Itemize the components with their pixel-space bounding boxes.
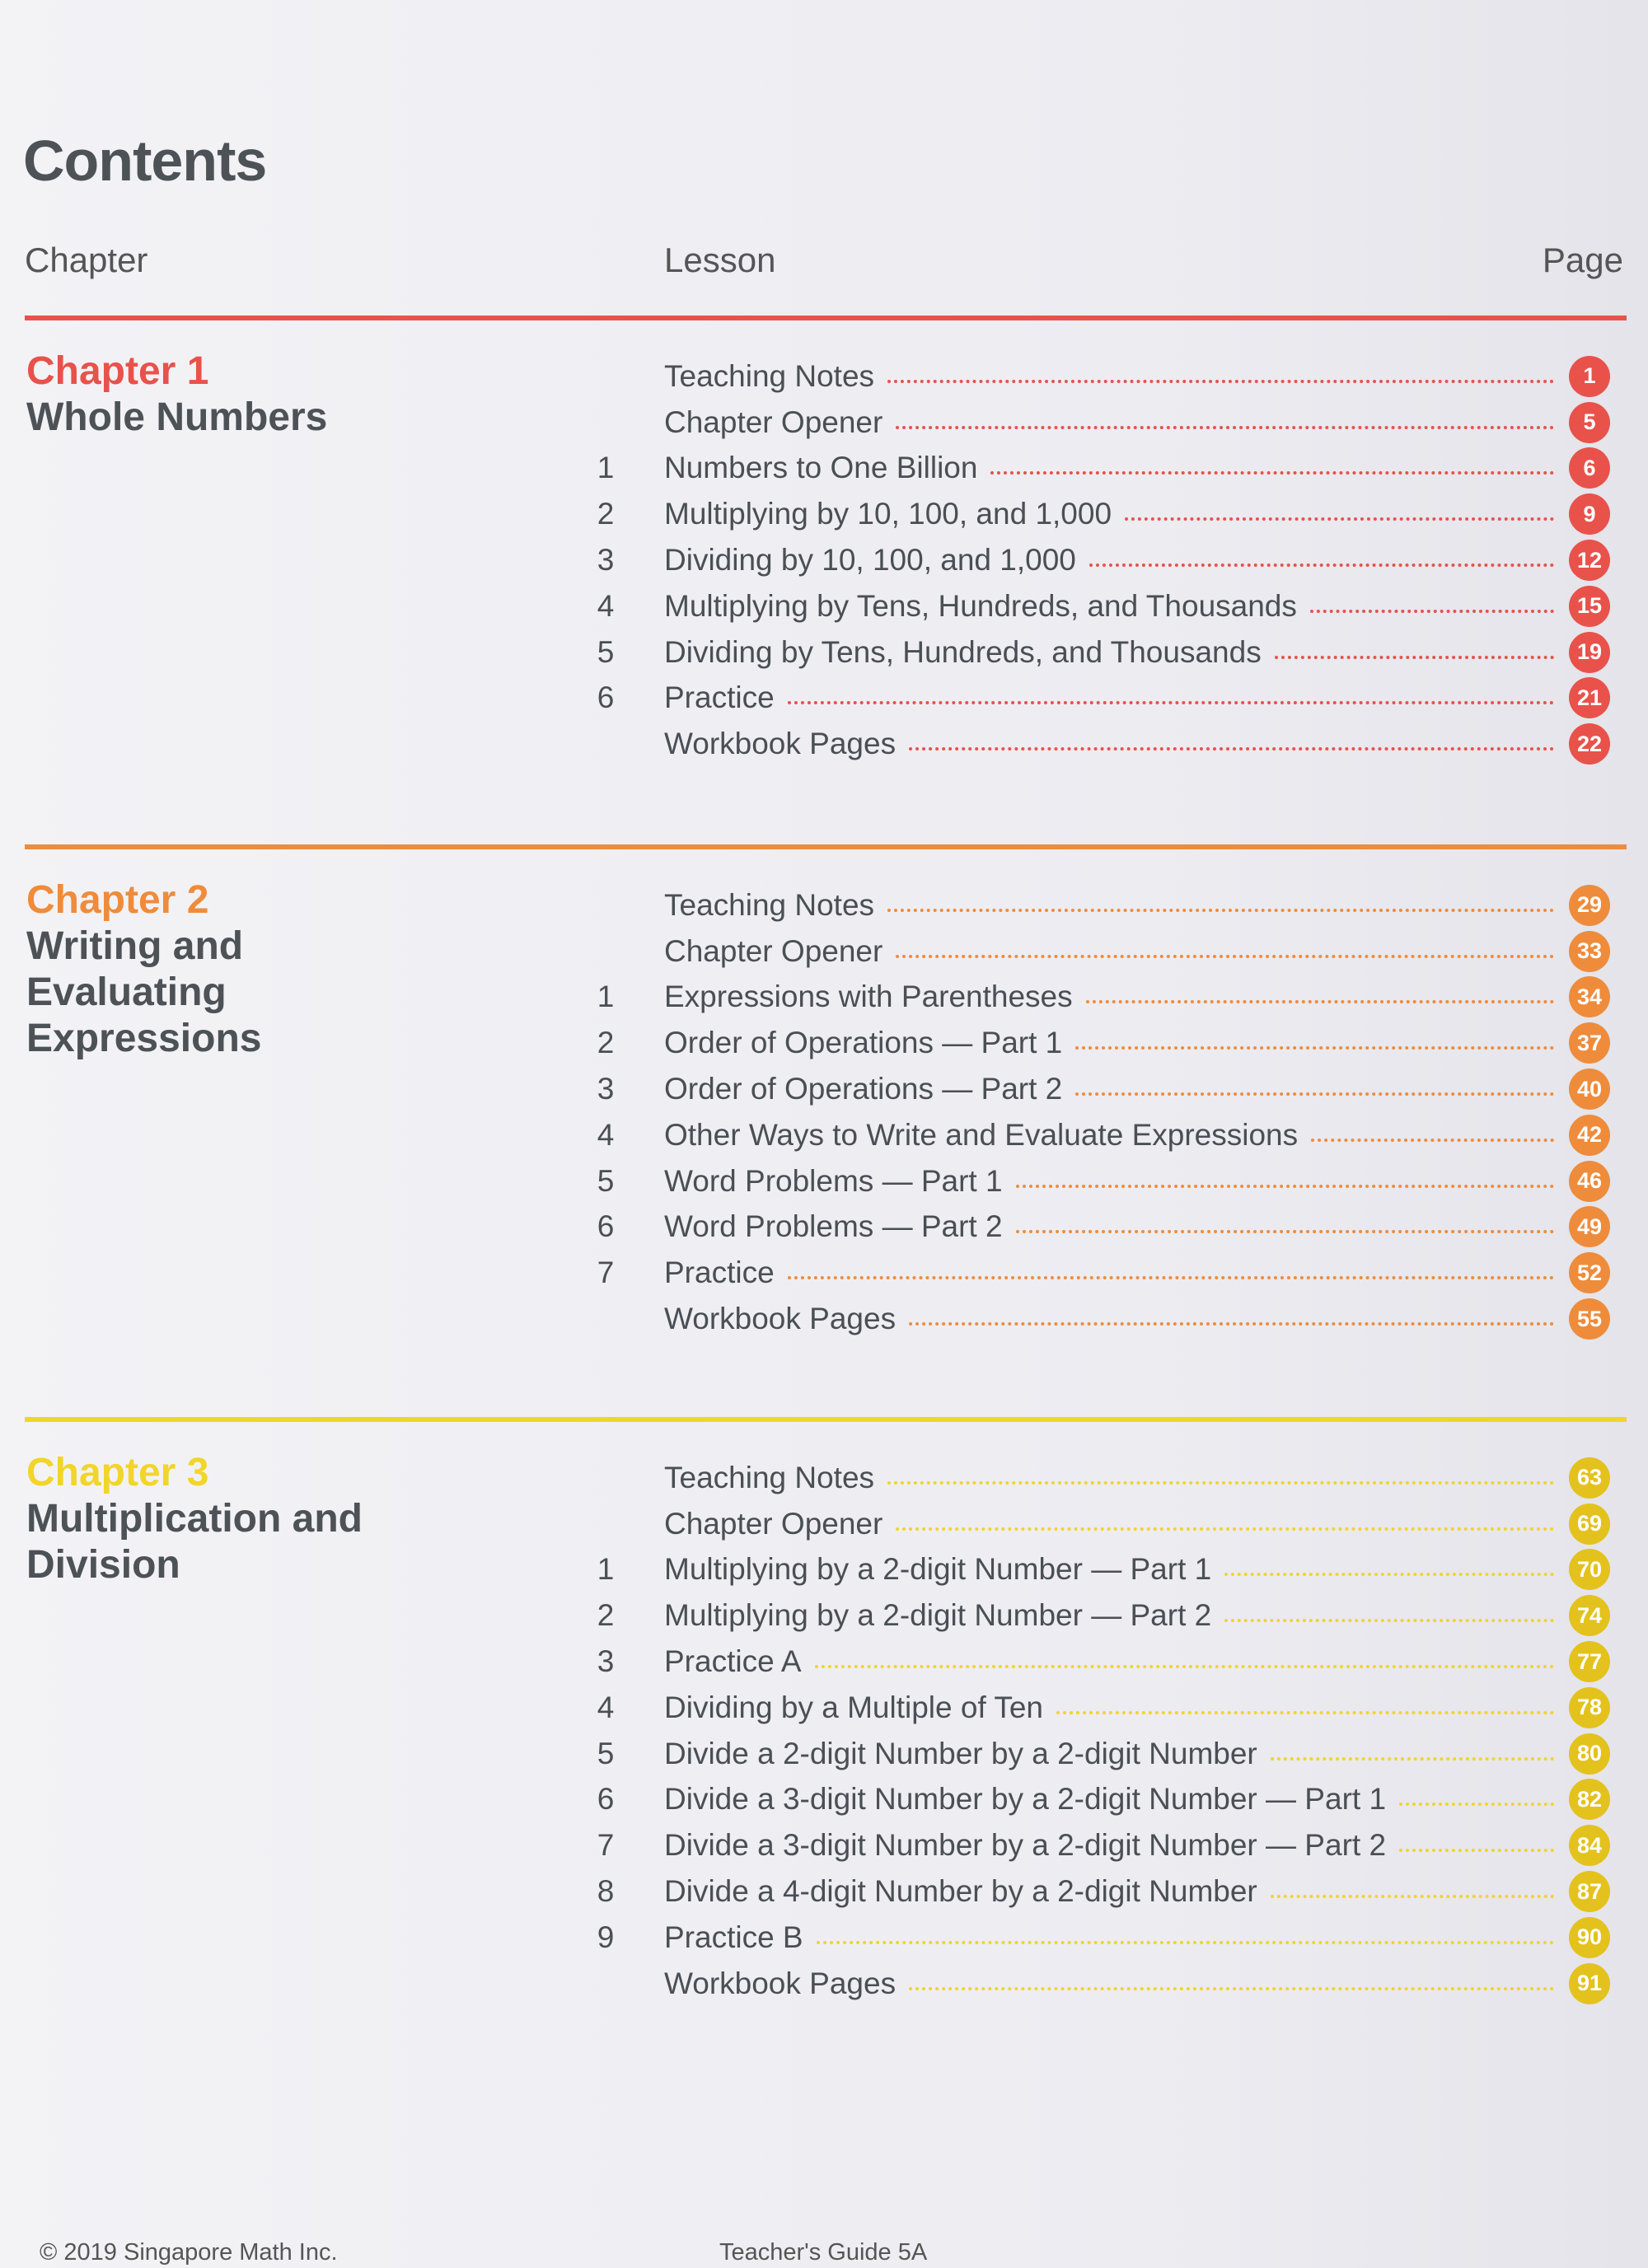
lesson-title[interactable]: Workbook Pages bbox=[664, 1302, 897, 1336]
lesson-title[interactable]: Dividing by a Multiple of Ten bbox=[664, 1690, 1044, 1724]
lesson-number: 7 bbox=[597, 1256, 615, 1290]
lesson-row[interactable] bbox=[577, 1250, 1632, 1296]
lesson-title[interactable]: Workbook Pages bbox=[664, 727, 897, 761]
lesson-title[interactable]: Divide a 3-digit Number by a 2-digit Number — Part 2 bbox=[664, 1828, 1387, 1863]
lesson-title[interactable]: Practice bbox=[664, 1256, 775, 1290]
page-number-badge: 77 bbox=[1569, 1641, 1610, 1682]
header-lesson: Lesson bbox=[664, 241, 776, 279]
lesson-row[interactable] bbox=[577, 1158, 1632, 1204]
footer-copyright: © 2019 Singapore Math Inc. bbox=[40, 2239, 338, 2266]
footer-book-title: Teacher's Guide 5A bbox=[719, 2239, 928, 2266]
dot-leader bbox=[1075, 1046, 1554, 1050]
dot-leader bbox=[1399, 1849, 1554, 1852]
lesson-row[interactable] bbox=[577, 629, 1632, 676]
lesson-number: 2 bbox=[597, 1026, 615, 1060]
page-number-badge: 5 bbox=[1569, 402, 1610, 443]
lesson-title[interactable]: Multiplying by 10, 100, and 1,000 bbox=[664, 497, 1112, 531]
lesson-row[interactable] bbox=[577, 975, 1632, 1021]
dot-leader bbox=[909, 1987, 1554, 1990]
page-number-badge: 69 bbox=[1569, 1503, 1610, 1545]
lesson-number: 1 bbox=[597, 451, 615, 485]
lesson-number: 5 bbox=[597, 1736, 615, 1770]
dot-leader bbox=[1311, 1139, 1554, 1142]
page-number-badge: 46 bbox=[1569, 1161, 1610, 1202]
lesson-title[interactable]: Practice B bbox=[664, 1920, 803, 1954]
lesson-number: 1 bbox=[597, 980, 615, 1014]
page-number-badge: 37 bbox=[1569, 1022, 1610, 1064]
page-number-badge: 91 bbox=[1569, 1963, 1610, 2004]
page-number-badge: 42 bbox=[1569, 1115, 1610, 1156]
lesson-row[interactable] bbox=[577, 676, 1632, 722]
chapter-name: Multiplication and Division bbox=[26, 1497, 363, 1587]
page-number-badge: 90 bbox=[1569, 1917, 1610, 1958]
dot-leader bbox=[887, 909, 1554, 912]
lesson-number: 1 bbox=[597, 1552, 615, 1587]
lesson-title[interactable]: Divide a 3-digit Number by a 2-digit Number — Part 1 bbox=[664, 1782, 1387, 1817]
dot-leader bbox=[1224, 1619, 1554, 1622]
page-number-badge: 80 bbox=[1569, 1733, 1610, 1775]
lesson-title[interactable]: Workbook Pages bbox=[664, 1966, 897, 2000]
page-number-badge: 1 bbox=[1569, 356, 1610, 397]
lesson-title[interactable]: Practice bbox=[664, 680, 775, 715]
lesson-title[interactable]: Dividing by 10, 100, and 1,000 bbox=[664, 543, 1076, 578]
dot-leader bbox=[1075, 1092, 1554, 1096]
lesson-row[interactable] bbox=[577, 1501, 1632, 1547]
page-number-badge: 49 bbox=[1569, 1206, 1610, 1247]
lesson-title[interactable]: Teaching Notes bbox=[664, 887, 875, 922]
lesson-title[interactable]: Practice A bbox=[664, 1644, 802, 1679]
lesson-title[interactable]: Order of Operations — Part 2 bbox=[664, 1072, 1063, 1106]
lesson-row[interactable] bbox=[577, 537, 1632, 583]
dot-leader bbox=[1275, 656, 1554, 659]
dot-leader bbox=[1056, 1711, 1554, 1714]
lesson-number: 5 bbox=[597, 634, 615, 669]
lesson-title[interactable]: Divide a 4-digit Number by a 2-digit Number bbox=[664, 1874, 1257, 1909]
page-number-badge: 55 bbox=[1569, 1298, 1610, 1340]
lesson-row[interactable] bbox=[577, 1547, 1632, 1593]
dot-leader bbox=[896, 1527, 1554, 1531]
dot-leader bbox=[1399, 1803, 1554, 1806]
page-number-badge: 52 bbox=[1569, 1252, 1610, 1293]
dot-leader bbox=[788, 701, 1554, 704]
page-number-badge: 9 bbox=[1569, 493, 1610, 535]
lesson-number: 5 bbox=[597, 1163, 615, 1198]
chapter-heading bbox=[26, 1450, 372, 1588]
lesson-number: 2 bbox=[597, 1598, 615, 1633]
dot-leader bbox=[887, 380, 1554, 383]
header-page: Page bbox=[1542, 241, 1623, 279]
lesson-title[interactable]: Order of Operations — Part 1 bbox=[664, 1026, 1063, 1060]
chapter-number: Chapter 1 bbox=[26, 349, 209, 393]
lesson-row[interactable] bbox=[577, 882, 1632, 928]
page-number-badge: 74 bbox=[1569, 1595, 1610, 1636]
dot-leader bbox=[815, 1665, 1554, 1668]
lesson-row[interactable] bbox=[577, 353, 1632, 400]
lesson-row[interactable] bbox=[577, 1822, 1632, 1868]
lesson-title[interactable]: Numbers to One Billion bbox=[664, 451, 978, 485]
page-number-badge: 78 bbox=[1569, 1687, 1610, 1728]
lesson-title[interactable]: Other Ways to Write and Evaluate Expressions bbox=[664, 1117, 1299, 1152]
chapter-name: Writing and Evaluating Expressions bbox=[26, 924, 262, 1060]
dot-leader bbox=[1086, 1000, 1554, 1003]
lesson-number: 8 bbox=[597, 1874, 615, 1909]
page-number-badge: 12 bbox=[1569, 540, 1610, 581]
lesson-row[interactable] bbox=[577, 1296, 1632, 1342]
dot-leader bbox=[1271, 1757, 1554, 1761]
lesson-row[interactable] bbox=[577, 1868, 1632, 1915]
lesson-number: 3 bbox=[597, 543, 615, 578]
dot-leader bbox=[1271, 1895, 1554, 1898]
chapter-number: Chapter 3 bbox=[26, 1451, 209, 1494]
page-number-badge: 29 bbox=[1569, 885, 1610, 926]
lesson-row[interactable] bbox=[577, 1455, 1632, 1501]
lesson-row[interactable] bbox=[577, 1592, 1632, 1639]
dot-leader bbox=[896, 426, 1554, 429]
dot-leader bbox=[1125, 517, 1554, 521]
page-number-badge: 22 bbox=[1569, 723, 1610, 765]
lesson-title[interactable]: Word Problems — Part 1 bbox=[664, 1163, 1003, 1198]
lesson-title[interactable]: Dividing by Tens, Hundreds, and Thousands bbox=[664, 634, 1262, 669]
lesson-title[interactable]: Multiplying by Tens, Hundreds, and Thousands bbox=[664, 588, 1297, 623]
lesson-title[interactable]: Teaching Notes bbox=[664, 358, 875, 393]
lesson-number: 3 bbox=[597, 1072, 615, 1106]
lesson-number: 6 bbox=[597, 680, 615, 715]
lesson-row[interactable] bbox=[577, 1915, 1632, 1961]
lesson-title[interactable]: Expressions with Parentheses bbox=[664, 980, 1073, 1014]
lesson-row[interactable] bbox=[577, 1204, 1632, 1251]
lesson-row[interactable] bbox=[577, 583, 1632, 629]
dot-leader bbox=[909, 1322, 1554, 1326]
lesson-row[interactable] bbox=[577, 1961, 1632, 2007]
page-number-badge: 19 bbox=[1569, 632, 1610, 673]
page-number-badge: 63 bbox=[1569, 1457, 1610, 1499]
page-number-badge: 15 bbox=[1569, 586, 1610, 627]
lesson-title[interactable]: Chapter Opener bbox=[664, 1506, 883, 1541]
chapter-name: Whole Numbers bbox=[26, 395, 328, 439]
chapter-divider bbox=[25, 844, 1627, 849]
dot-leader bbox=[887, 1481, 1554, 1485]
lesson-row[interactable] bbox=[577, 400, 1632, 446]
lesson-number: 4 bbox=[597, 1117, 615, 1152]
dot-leader bbox=[817, 1941, 1554, 1944]
page-number-badge: 70 bbox=[1569, 1549, 1610, 1590]
lesson-title[interactable]: Teaching Notes bbox=[664, 1460, 875, 1494]
lesson-row[interactable] bbox=[577, 491, 1632, 537]
dot-leader bbox=[788, 1276, 1554, 1279]
page-number-badge: 6 bbox=[1569, 447, 1610, 489]
lesson-title[interactable]: Word Problems — Part 2 bbox=[664, 1209, 1003, 1244]
lesson-number: 7 bbox=[597, 1828, 615, 1863]
page-number-badge: 82 bbox=[1569, 1779, 1610, 1820]
lesson-title[interactable]: Multiplying by a 2-digit Number — Part 1 bbox=[664, 1552, 1212, 1587]
lesson-row[interactable] bbox=[577, 1731, 1632, 1777]
lesson-title[interactable]: Divide a 2-digit Number by a 2-digit Number bbox=[664, 1736, 1257, 1770]
page-number-badge: 84 bbox=[1569, 1825, 1610, 1866]
dot-leader bbox=[1224, 1573, 1554, 1576]
lesson-number: 2 bbox=[597, 497, 615, 531]
lesson-row[interactable] bbox=[577, 1777, 1632, 1823]
lesson-row[interactable] bbox=[577, 928, 1632, 975]
lesson-row[interactable] bbox=[577, 1066, 1632, 1112]
page-title: Contents bbox=[23, 129, 267, 193]
dot-leader bbox=[1016, 1185, 1554, 1188]
chapter-divider bbox=[25, 1417, 1627, 1422]
lesson-number: 9 bbox=[597, 1920, 615, 1954]
lesson-row[interactable] bbox=[577, 721, 1632, 767]
lesson-title[interactable]: Chapter Opener bbox=[664, 404, 883, 439]
lesson-row[interactable] bbox=[577, 446, 1632, 492]
page-number-badge: 33 bbox=[1569, 931, 1610, 972]
lesson-number: 6 bbox=[597, 1782, 615, 1817]
page-number-badge: 21 bbox=[1569, 677, 1610, 718]
chapter-divider bbox=[25, 316, 1627, 320]
dot-leader bbox=[1089, 563, 1554, 567]
header-chapter: Chapter bbox=[25, 241, 148, 279]
dot-leader bbox=[909, 747, 1554, 751]
lesson-row[interactable] bbox=[577, 1685, 1632, 1731]
dot-leader bbox=[896, 955, 1554, 958]
dot-leader bbox=[1016, 1230, 1554, 1233]
dot-leader bbox=[1310, 610, 1554, 613]
lesson-row[interactable] bbox=[577, 1112, 1632, 1158]
page-number-badge: 40 bbox=[1569, 1069, 1610, 1110]
lesson-number: 3 bbox=[597, 1644, 615, 1679]
lesson-number: 4 bbox=[597, 588, 615, 623]
lesson-row[interactable] bbox=[577, 1020, 1632, 1066]
lesson-number: 4 bbox=[597, 1690, 615, 1724]
chapter-heading bbox=[26, 348, 327, 441]
lesson-title[interactable]: Chapter Opener bbox=[664, 933, 883, 968]
chapter-number: Chapter 2 bbox=[26, 878, 209, 922]
lesson-number: 6 bbox=[597, 1209, 615, 1244]
dot-leader bbox=[990, 471, 1554, 475]
page-number-badge: 87 bbox=[1569, 1871, 1610, 1912]
lesson-row[interactable] bbox=[577, 1639, 1632, 1685]
lesson-title[interactable]: Multiplying by a 2-digit Number — Part 2 bbox=[664, 1598, 1212, 1633]
page-number-badge: 34 bbox=[1569, 976, 1610, 1017]
chapter-heading bbox=[26, 877, 372, 1062]
